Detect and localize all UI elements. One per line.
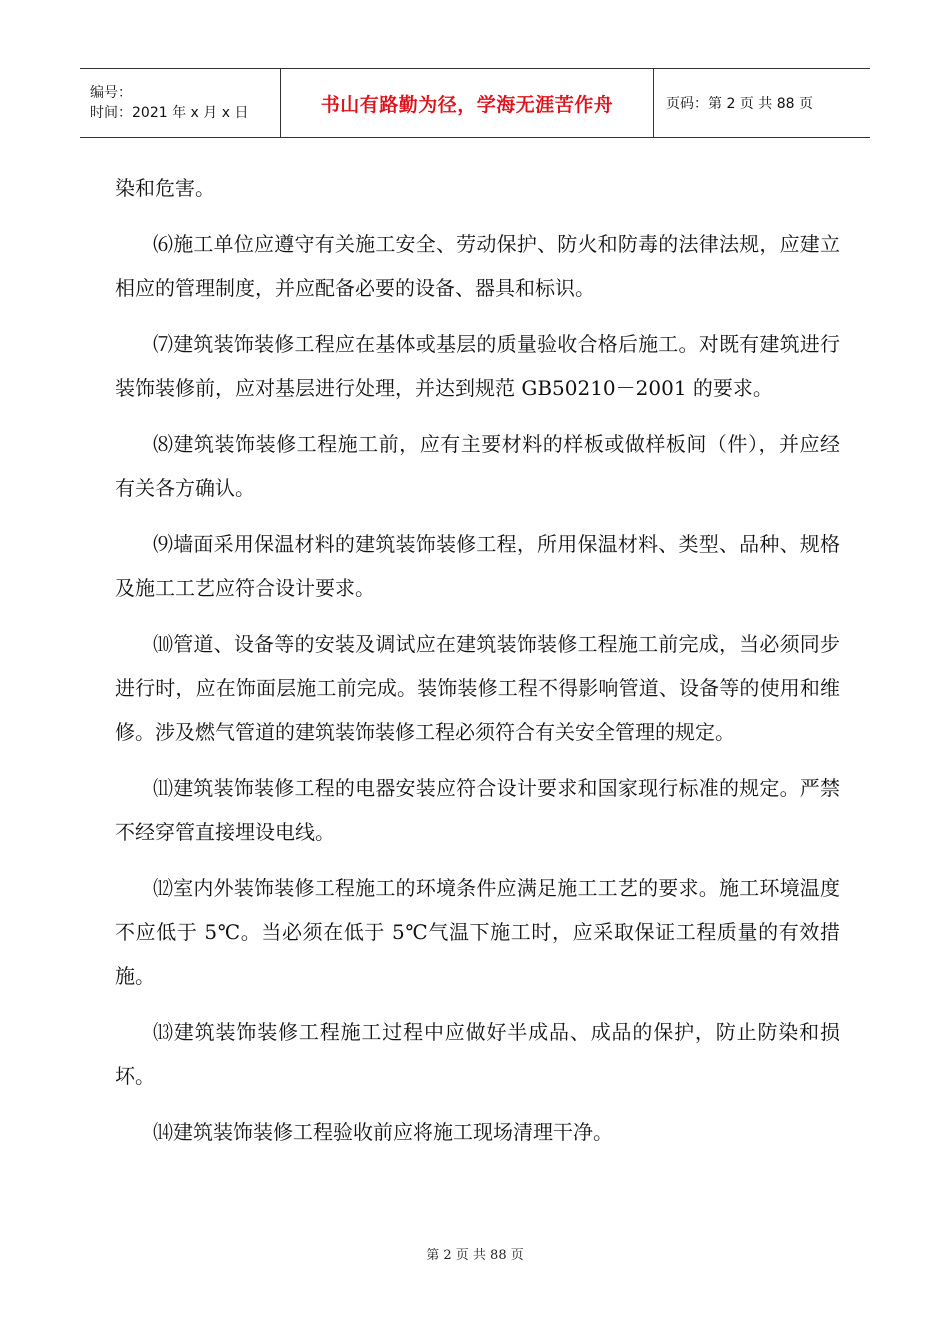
page-footer (0, 1244, 950, 1263)
page-header (80, 68, 870, 138)
serial-label: 编号： (90, 85, 132, 101)
paragraph-item-10: ⑽管道、设备等的安装及调试应在建筑装饰装修工程施工前完成，当必须同步进行时，应在饰面层施工前完成。装饰装修工程不得影响管道、设备等的使用和维修。涉及燃气管道的建筑装饰装修工程必须符合有关安全管理的规定。 (115, 632, 840, 744)
paragraph-item-6: ⑹施工单位应遵守有关施工安全、劳动保护、防火和防毒的法律法规，应建立相应的管理制度，并应配备必要的设备、器具和标识。 (115, 232, 840, 300)
page-info: 页码：第 2 页 共 88 页 (666, 96, 813, 112)
paragraph-item-11: ⑾建筑装饰装修工程的电器安装应符合设计要求和国家现行标准的规定。严禁不经穿管直接埋设电线。 (115, 776, 840, 844)
footer-page-number: 第 2 页 共 88 页 (426, 1248, 524, 1263)
paragraph-item-9: ⑼墙面采用保温材料的建筑装饰装修工程，所用保温材料、类型、品种、规格及施工工艺应符合设计要求。 (115, 532, 840, 600)
header-page-info-cell (654, 69, 870, 137)
paragraph-continuation: 染和危害。 (115, 176, 215, 200)
date-label: 时间：2021 年 x 月 x 日 (90, 105, 249, 121)
header-motto-cell (280, 69, 654, 137)
document-body (115, 166, 840, 1166)
paragraph-item-12: ⑿室内外装饰装修工程施工的环境条件应满足施工工艺的要求。施工环境温度不应低于 5℃。当必须在低于 5℃气温下施工时，应采取保证工程质量的有效措施。 (115, 876, 840, 988)
paragraph-item-8: ⑻建筑装饰装修工程施工前，应有主要材料的样板或做样板间（件），并应经有关各方确认。 (115, 432, 840, 500)
paragraph-item-14: ⒁建筑装饰装修工程验收前应将施工现场清理干净。 (153, 1120, 613, 1144)
paragraph-item-13: ⒀建筑装饰装修工程施工过程中应做好半成品、成品的保护，防止防染和损坏。 (115, 1020, 840, 1088)
paragraph-item-7: ⑺建筑装饰装修工程应在基体或基层的质量验收合格后施工。对既有建筑进行装饰装修前，应对基层进行处理，并达到规范 GB50210－2001 的要求。 (115, 332, 840, 400)
header-meta (80, 69, 280, 137)
motto-text: 书山有路勤为径，学海无涯苦作舟 (320, 93, 614, 116)
